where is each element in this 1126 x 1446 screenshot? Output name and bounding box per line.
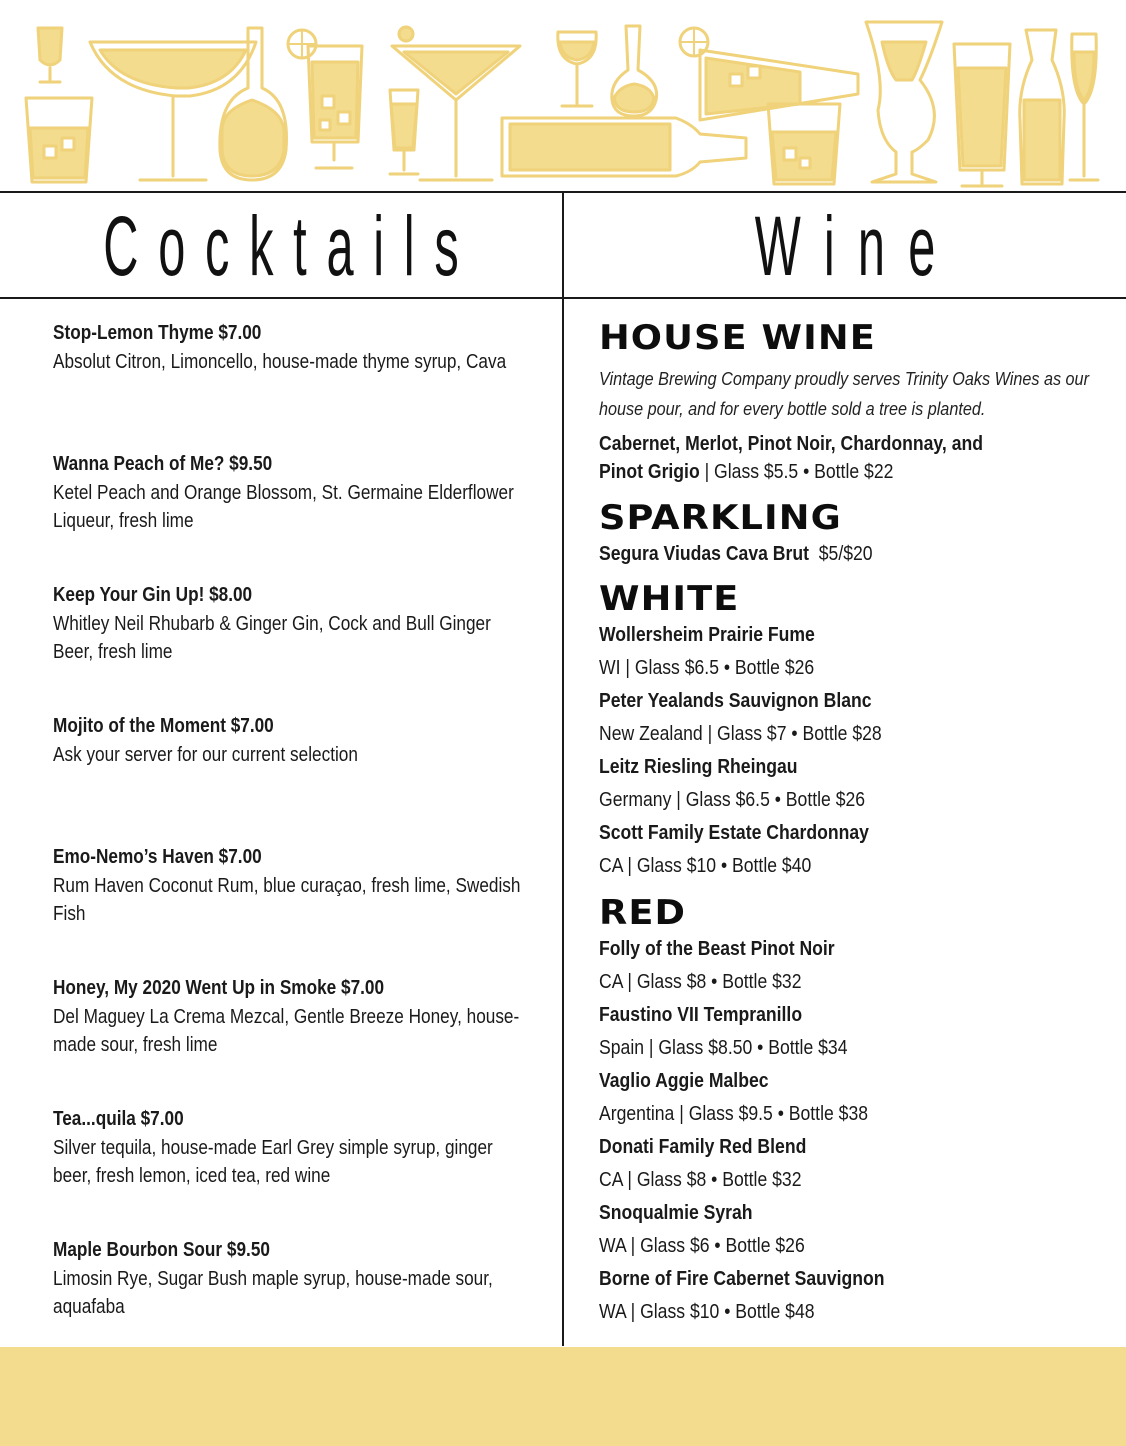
wine-detail: New Zealand | Glass $7 • Bottle $28 <box>599 723 882 745</box>
cocktail-description: Limosin Rye, Sugar Bush maple syrup, house-made sour, aquafaba <box>53 1268 493 1318</box>
wine-name: Snoqualmie Syrah <box>599 1202 753 1224</box>
wine-detail: Germany | Glass $6.5 • Bottle $26 <box>599 789 866 811</box>
wine-name: Peter Yealands Sauvignon Blanc <box>599 690 872 712</box>
cocktail-description: Ketel Peach and Orange Blossom, St. Germaine Elderflower Liqueur, fresh lime <box>53 482 514 532</box>
wine-detail: CA | Glass $8 • Bottle $32 <box>599 971 802 993</box>
cocktail-name: Stop-Lemon Thyme $7.00 <box>53 322 262 344</box>
cocktail-description: Del Maguey La Crema Mezcal, Gentle Breeze Honey, house-made sour, fresh lime <box>53 1006 520 1056</box>
cocktail-name: Maple Bourbon Sour $9.50 <box>53 1239 270 1261</box>
wine-detail: WA | Glass $6 • Bottle $26 <box>599 1235 805 1257</box>
cocktail-item <box>53 580 533 711</box>
cocktail-list <box>53 318 533 1366</box>
cocktail-description: Absolut Citron, Limoncello, house-made thyme syrup, Cava <box>53 351 507 373</box>
sparkling-item <box>599 538 1101 571</box>
house-varietals-pinot: Pinot Grigio <box>599 461 700 483</box>
cocktail-name: Honey, My 2020 Went Up in Smoke $7.00 <box>53 977 385 999</box>
cocktail-description: Silver tequila, house-made Earl Grey simple syrup, ginger beer, fresh lemon, iced tea, red wine <box>53 1137 493 1187</box>
sparkling-name: Segura Viudas Cava Brut <box>599 543 809 565</box>
wine-title: Wine <box>754 199 959 293</box>
cocktail-name: Wanna Peach of Me? $9.50 <box>53 453 273 475</box>
cocktail-description: Ask your server for our current selection <box>53 744 358 766</box>
house-wine-intro: Vintage Brewing Company proudly serves Trinity Oaks Wines as our house pour, and for every bottle sold a tree is planted. <box>599 369 1089 419</box>
cocktails-title: Cocktails <box>103 199 479 293</box>
footer-band <box>0 1347 1126 1446</box>
wine-name: Borne of Fire Cabernet Sauvignon <box>599 1268 885 1290</box>
wine-name: Wollersheim Prairie Fume <box>599 624 815 646</box>
wine-detail: Spain | Glass $8.50 • Bottle $34 <box>599 1037 848 1059</box>
wine-name: Folly of the Beast Pinot Noir <box>599 938 835 960</box>
cocktail-item <box>53 711 533 842</box>
cocktail-item <box>53 449 533 580</box>
wine-detail: CA | Glass $10 • Bottle $40 <box>599 855 812 877</box>
sparkling-price: $5/$20 <box>818 543 873 565</box>
house-wine-price: | Glass $5.5 • Bottle $22 <box>699 461 894 483</box>
drinkware-banner <box>0 0 1126 192</box>
cocktail-description: Whitley Neil Rhubarb & Ginger Gin, Cock and Bull Ginger Beer, fresh lime <box>53 613 491 663</box>
house-wine-varietals <box>599 430 1099 486</box>
wine-detail: WA | Glass $10 • Bottle $48 <box>599 1301 815 1323</box>
wine-name: Vaglio Aggie Malbec <box>599 1070 769 1092</box>
house-wine-heading: HOUSE WINE <box>599 318 876 358</box>
wine-detail: Argentina | Glass $9.5 • Bottle $38 <box>599 1103 869 1125</box>
cocktail-name: Tea...quila $7.00 <box>53 1108 184 1130</box>
cocktail-name: Mojito of the Moment $7.00 <box>53 715 274 737</box>
cocktail-name: Emo-Nemo’s Haven $7.00 <box>53 846 262 868</box>
wine-list <box>599 318 1099 1329</box>
sparkling-heading: SPARKLING <box>599 498 842 538</box>
wine-name: Faustino VII Tempranillo <box>599 1004 803 1026</box>
wine-detail: CA | Glass $8 • Bottle $32 <box>599 1169 802 1191</box>
wine-name: Scott Family Estate Chardonnay <box>599 822 869 844</box>
drinkware-illustration-icon <box>0 0 1126 192</box>
wine-name: Donati Family Red Blend <box>599 1136 807 1158</box>
red-heading: RED <box>599 893 687 933</box>
cocktail-item <box>53 973 533 1104</box>
column-divider <box>562 192 564 1346</box>
cocktail-description: Rum Haven Coconut Rum, blue curaçao, fresh lime, Swedish Fish <box>53 875 521 925</box>
cocktail-item <box>53 1104 533 1235</box>
wine-name: Leitz Riesling Rheingau <box>599 756 798 778</box>
house-varietals-line1: Cabernet, Merlot, Pinot Noir, Chardonnay, and <box>599 433 983 455</box>
white-heading: WHITE <box>599 579 740 619</box>
cocktail-item <box>53 318 533 449</box>
cocktail-name: Keep Your Gin Up! $8.00 <box>53 584 253 606</box>
cocktail-item <box>53 842 533 973</box>
wine-detail: WI | Glass $6.5 • Bottle $26 <box>599 657 815 679</box>
